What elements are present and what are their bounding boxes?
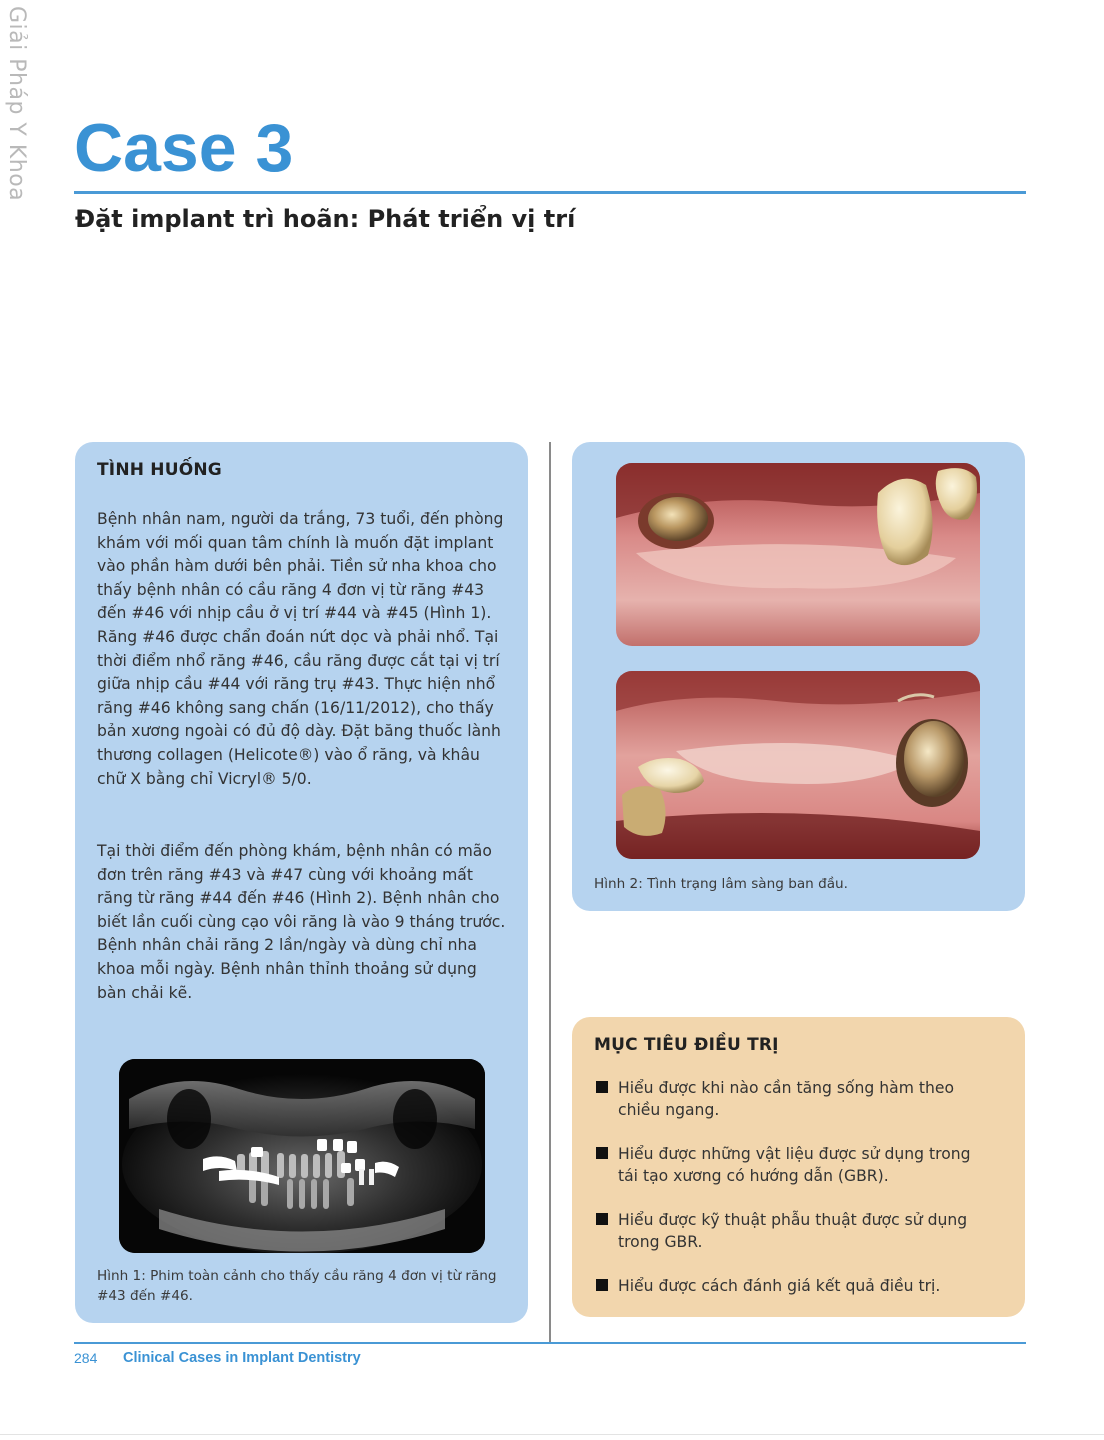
case-title: Case 3: [74, 110, 294, 186]
watermark: Giải Pháp Y Khoa: [4, 6, 29, 202]
goal-text: Hiểu được những vật liệu được sử dụng trong tái tạo xương có hướng dẫn (GBR).: [618, 1145, 971, 1185]
treatment-goals-heading: MỤC TIÊU ĐIỀU TRỊ: [594, 1035, 779, 1055]
clinical-photo-occlusal: [616, 463, 980, 646]
clinical-photo-illustration-buccal: [616, 671, 980, 859]
square-bullet-icon: [596, 1081, 608, 1093]
figure2-panel: [572, 442, 1025, 911]
square-bullet-icon: [596, 1213, 608, 1225]
situation-heading: TÌNH HUỐNG: [97, 460, 222, 480]
goal-text: Hiểu được kỹ thuật phẫu thuật được sử dụng trong GBR.: [618, 1211, 968, 1251]
square-bullet-icon: [596, 1279, 608, 1291]
figure1-caption: Hình 1: Phim toàn cảnh cho thấy cầu răng 4 đơn vị từ răng #43 đến #46.: [97, 1268, 497, 1304]
case-subtitle: Đặt implant trì hoãn: Phát triển vị trí: [75, 205, 576, 233]
goal-text: Hiểu được cách đánh giá kết quả điều trị.: [618, 1277, 941, 1295]
page-number: 284: [74, 1350, 98, 1366]
clinical-photo-buccal: [616, 671, 980, 859]
book-title: Clinical Cases in Implant Dentistry: [123, 1350, 361, 1366]
situation-paragraph-2: Tại thời điểm đến phòng khám, bệnh nhân có mão đơn trên răng #43 và #47 cùng với khoảng mất răng từ răng #44 đến #46 (Hình 2). Bệnh nhân cho biết lần cuối cùng cạo vôi răng là vào 9 tháng trước. Bệnh nhân chải răng 2 lần/ngày và dùng chỉ nha khoa mỗi ngày. Bệnh nhân thỉnh thoảng sử dụng bàn chải kẽ.: [97, 842, 506, 1002]
page-bottom-edge: [0, 1434, 1104, 1435]
clinical-photo-illustration: [616, 463, 980, 646]
column-divider: [549, 442, 551, 1342]
situation-paragraph-1: Bệnh nhân nam, người da trắng, 73 tuổi, đến phòng khám với mối quan tâm chính là muốn đặt implant vào phần hàm dưới bên phải. Tiền sử nha khoa cho thấy bệnh nhân có cầu răng 4 đơn vị từ răng #43 đến #46 với nhịp cầu ở vị trí #44 và #45 (Hình 1). Răng #46 được chẩn đoán nứt dọc và phải nhổ. Tại thời điểm nhổ răng #46, cầu răng được cắt tại vị trí giữa nhịp cầu #44 với răng trụ #43. Thực hiện nhổ răng #46 không sang chấn (16/11/2012), cho thấy bản xương ngoài có đủ độ dày. Đặt băng thuốc lành thương collagen (Helicote®) vào ổ răng, và khâu chữ X bằng chỉ Vicryl® 5/0.: [97, 510, 504, 788]
treatment-goals-panel: [572, 1017, 1025, 1317]
figure2-caption: Hình 2: Tình trạng lâm sàng ban đầu.: [594, 876, 848, 892]
goal-text: Hiểu được khi nào cần tăng sống hàm theo chiều ngang.: [618, 1079, 954, 1119]
footer-rule: [74, 1342, 1026, 1344]
title-rule: [74, 191, 1026, 194]
panoramic-xray-image: [119, 1059, 485, 1253]
square-bullet-icon: [596, 1147, 608, 1159]
situation-panel: [75, 442, 528, 1323]
panoramic-xray-illustration: [119, 1059, 485, 1253]
